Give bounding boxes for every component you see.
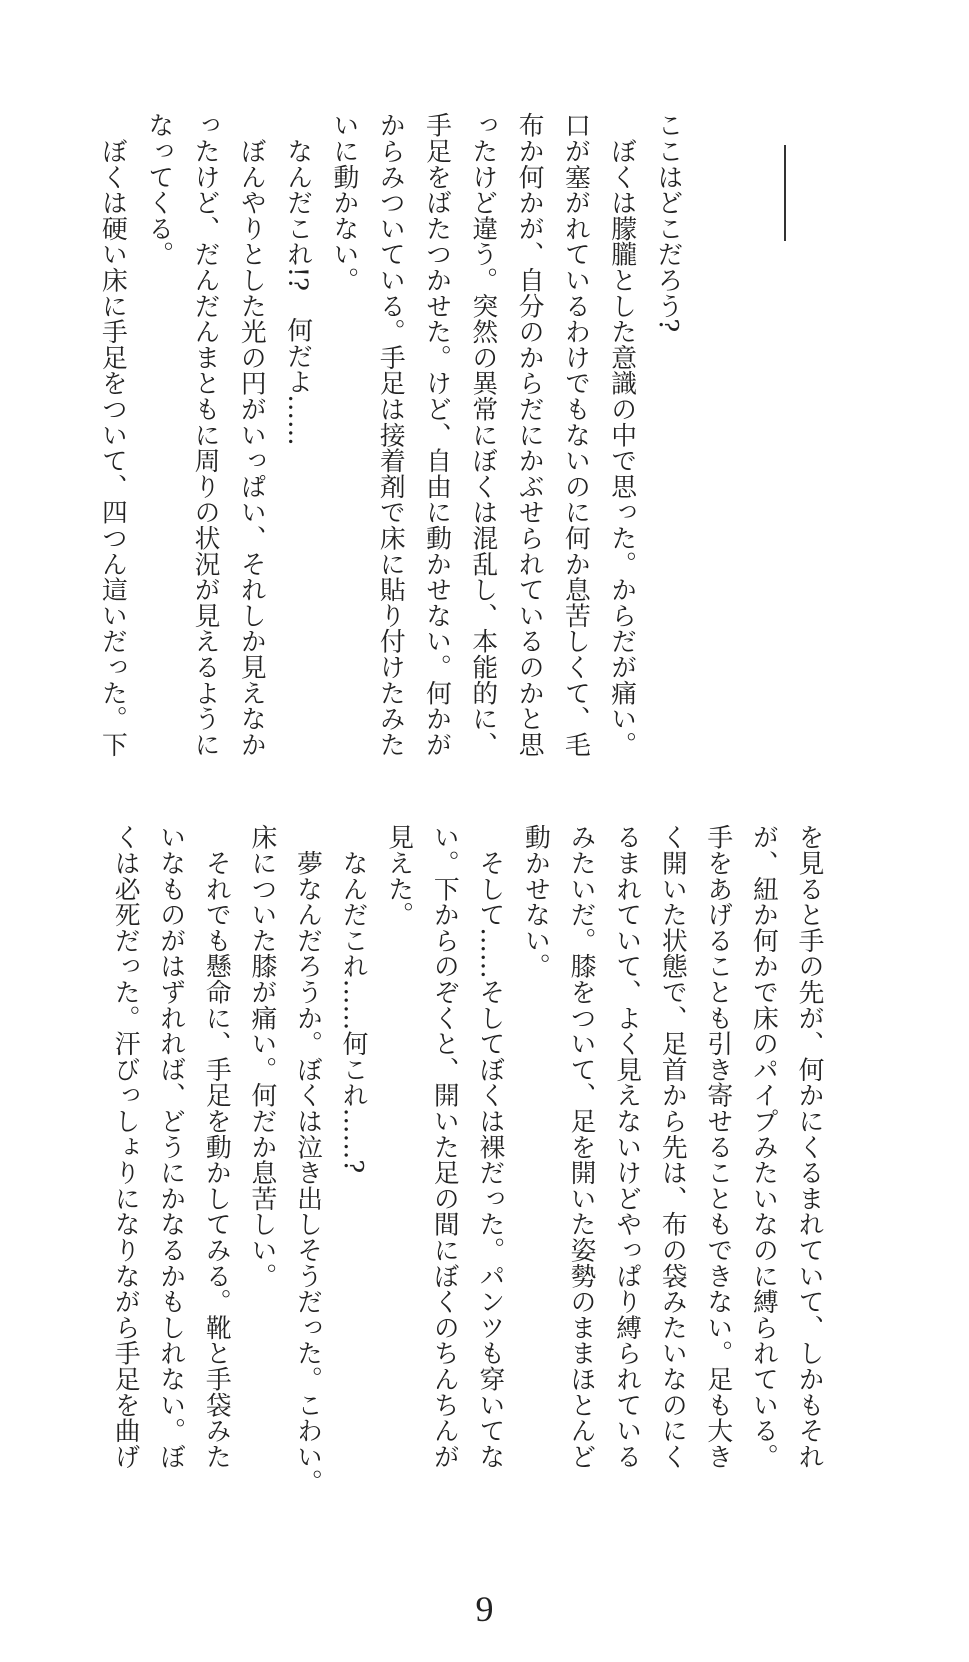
text-column: を見ると手の先が、何かにくるまれていて、しかもそれ (794, 824, 824, 1469)
text-column: ぼんやりとした光の円がいっぱい、それしか見えなか (236, 112, 267, 757)
text-column: ぼくは硬い床に手足をついて、四つん這いだった。下 (97, 112, 128, 757)
text-block-bottom (102, 824, 832, 1495)
page-number: 9 (475, 1589, 494, 1629)
text-column: なってくる。 (143, 112, 174, 267)
text-column: 口が塞がれているわけでもないのに何か息苦しくて、毛 (560, 112, 591, 757)
text-column: 手をあげることも引き寄せることもできない。足も大き (702, 824, 733, 1469)
text-column: ったけど違う。突然の異常にぼくは混乱し、本能的に、 (467, 112, 498, 757)
text-column: からみついている。手足は接着剤で床に貼り付けたみた (375, 112, 406, 757)
text-column: ぼくは朦朧とした意識の中で思った。からだが痛い。 (606, 112, 637, 757)
text-column: 手足をばたつかせた。けど、自由に動かせない。何かが (421, 112, 452, 757)
text-block-top (89, 112, 691, 777)
section-dash (784, 145, 786, 241)
text-column: るまれていて、よく見えないけどやっぱり縛られている (611, 824, 642, 1469)
text-column: 夢なんだろうか。ぼくは泣き出しそうだった。こわい。 (292, 824, 323, 1495)
text-column: 動かせない。 (520, 824, 551, 979)
text-column: そして……そしてぼくは裸だった。パンツも穿いてな (474, 824, 505, 1469)
text-column: が、紐か何かで床のパイプみたいなのに縛られている。 (748, 824, 779, 1469)
text-column: なんだこれ!? 何だよ…… (282, 112, 313, 446)
text-column: 床についた膝が痛い。何だか息苦しい。 (246, 824, 277, 1289)
text-column: 見えた。 (383, 824, 414, 928)
text-column: いに動かない。 (328, 112, 359, 293)
text-column: ったけど、だんだんまともに周りの状況が見えるように (190, 112, 221, 757)
text-column: 布か何かが、自分のからだにかぶせられているのかと思 (514, 112, 545, 757)
text-column: なんだこれ……何これ……? (338, 824, 369, 1174)
text-column: い。下からのぞくと、開いた足の間にぼくのちんちんが (429, 824, 460, 1469)
text-column: くは必死だった。汗びっしょりになりながら手足を曲げ (110, 824, 141, 1469)
text-column: みたいだ。膝をついて、足を開いた姿勢のままほとんど (566, 824, 597, 1469)
text-column: それでも懸命に、手足を動かしてみる。靴と手袋みた (201, 824, 232, 1469)
text-column: ここはどこだろう? (653, 112, 683, 333)
text-column: く開いた状態で、足首から先は、布の袋みたいなのにく (657, 824, 688, 1469)
text-column: いなものがはずれれば、どうにかなるかもしれない。ぼ (155, 824, 186, 1469)
